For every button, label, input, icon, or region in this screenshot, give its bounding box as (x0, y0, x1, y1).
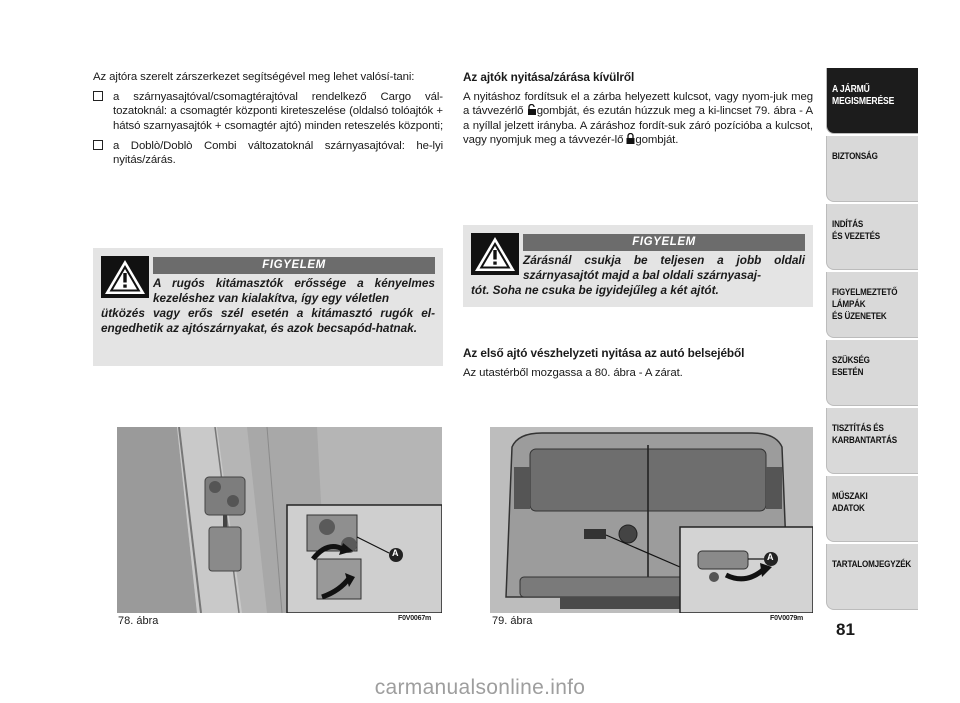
bullet-item (93, 90, 443, 133)
tab-emergency[interactable] (826, 340, 918, 406)
section-heading: Az ajtók nyitása/zárása kívülről (463, 70, 635, 84)
tab-index[interactable] (826, 544, 918, 610)
paragraph-part: A nyitáshoz fordítsuk el a zárba helyezett kulcsot, vagy nyom-juk meg a távvezérlő (463, 91, 813, 118)
intro-paragraph: Az ajtóra szerelt zárszerkezet segítségével meg lehet valósí-tani: (93, 71, 415, 83)
bullet-text: a szárnyasajtóval/csomagtérajtóval rendelkező Cargo vál-tozatoknál: a csomagtér központi kireteszelése (oldalsó tolóajtók + hátsó szarnyasajtók + csomagtér ajtó) minden reteszelés központi; (113, 91, 444, 132)
emergency-section (463, 346, 813, 386)
tab-maintenance[interactable] (826, 408, 918, 474)
tab-label: SZÜKSÉG ESETÉN (832, 354, 870, 377)
figure-79-rear-doors (490, 427, 813, 613)
warning-box-left (93, 248, 443, 366)
figure-marker: A (392, 548, 399, 558)
tab-label: TISZTÍTÁS ÉS KARBANTARTÁS (832, 422, 897, 445)
warning-text (463, 253, 805, 298)
left-column (93, 70, 443, 173)
tab-label: TARTALOMJEGYZÉK (832, 558, 912, 569)
warning-text (93, 276, 435, 336)
warning-box-right (463, 225, 813, 307)
tab-vehicle-overview[interactable] (826, 68, 918, 134)
paragraph: Az utastérből mozgassa a 80. ábra - A zárat. (463, 367, 683, 380)
warning-text-indented: A rugós kitámasztók erőssége a kényelmes kezeléshez van kialakítva, így egy véletlen (153, 276, 435, 305)
door-hinge-illustration (117, 427, 442, 613)
warning-title: FIGYELEM (153, 257, 435, 274)
tab-label: FIGYELMEZTETŐ LÁMPÁK ÉS ÜZENETEK (832, 286, 898, 321)
tab-starting-driving[interactable] (826, 204, 918, 270)
checkbox-icon (93, 91, 103, 101)
warning-text-full: tót. Soha ne csuka be igyidejűleg a két ajtót. (471, 283, 719, 297)
figure-78-caption: 78. ábra (118, 615, 159, 627)
tab-label: MŰSZAKI ADATOK (832, 490, 868, 513)
figure-78-code: F0V0067m (398, 615, 432, 622)
warning-text-full: ütközés vagy erős szél esetén a kitámasztó rugók el-engedhetik az ajtószárnyakat, és azok becsapód-hatnak. (101, 306, 435, 335)
tab-label: BIZTONSÁG (832, 150, 878, 161)
tab-warning-lights[interactable] (826, 272, 918, 338)
unlock-icon (527, 104, 537, 115)
figure-78-door-hinge (117, 427, 442, 613)
figure-marker: A (767, 552, 774, 562)
paragraph-part: gombját. (635, 133, 679, 146)
warning-text-indented: Zárásnál csukja be teljesen a jobb oldali szárnyasajtót majd a bal oldali szárnyasaj- (523, 253, 805, 282)
rear-doors-illustration (490, 427, 813, 613)
tab-safety[interactable] (826, 136, 918, 202)
watermark: carmanualsonline.info (374, 676, 586, 699)
section-heading: Az első ajtó vészhelyzeti nyitása az autó belsejéből (463, 346, 745, 360)
bullet-text: a Doblò/Doblò Combi változatoknál szárnyasajtóval: he-lyi nyitás/zárás. (113, 139, 443, 167)
paragraph (463, 90, 813, 147)
figure-79-code: F0V0079m (770, 615, 804, 622)
figure-79-caption: 79. ábra (492, 615, 533, 627)
tab-label: INDÍTÁS ÉS VEZETÉS (832, 218, 881, 241)
paragraph-part: gombját, és ezután húzzuk meg a ki-lincset 79. ábra - A a nyíllal jelzett irányba. A záráshoz fordít-suk záró pozícióba a kulcsot, vagy nyomjuk meg a távvezér-lő (463, 105, 813, 146)
chapter-tabs (826, 68, 918, 612)
checkbox-icon (93, 140, 103, 150)
right-column (463, 70, 813, 153)
tab-technical-data[interactable] (826, 476, 918, 542)
warning-title: FIGYELEM (523, 234, 805, 251)
tab-label: A JÁRMŰ MEGISMERÉSE (832, 84, 895, 107)
page-number: 81 (836, 620, 855, 639)
bullet-item (93, 139, 443, 167)
